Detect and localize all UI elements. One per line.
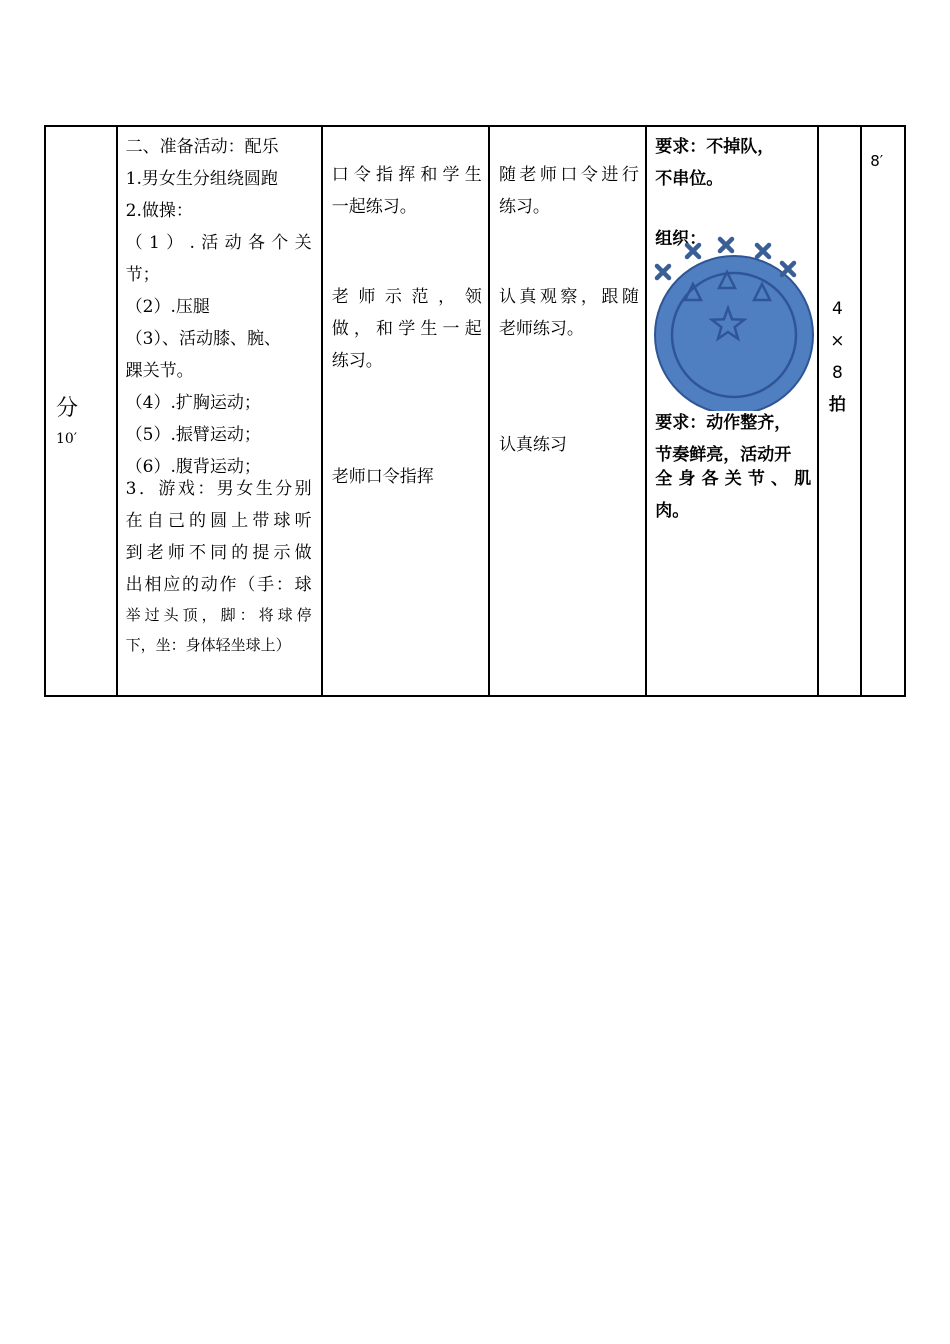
requirement-line: 要求：不掉队， [655,137,775,157]
boy-marker-icon [782,263,794,275]
lesson-plan-table [44,125,906,697]
boy-marker-icon [657,266,669,278]
teacher-line: 做，和学生一起 [331,319,482,339]
requirement-line: 全身各关节、肌 [655,469,812,489]
teacher-line: 练习。 [331,351,383,371]
col-phase [46,127,118,695]
content-line: 出相应的动作（手：球 [125,575,312,595]
student-line: 练习。 [498,197,550,217]
student-line: 认真练习 [498,435,567,455]
repetition-char: 8 [831,363,843,383]
content-line: 下，坐：身体轻坐球上） [125,636,291,654]
duration-time: 8′ [870,152,884,170]
content-line: （2）.压腿 [125,297,210,317]
content-line: 1.男女生分组绕圆跑 [125,169,278,189]
student-line: 随老师口令进行 [498,165,639,185]
phase-unit: 分 [56,396,79,421]
col-teacher [323,127,490,695]
formation-outer-circle [655,256,813,411]
content-line: （6）.腹背运动； [125,457,261,477]
formation-diagram [647,231,818,411]
content-line: 举过头顶，脚：将球停 [125,606,312,624]
content-line: 节； [125,265,160,285]
teacher-line: 老师示范，领 [331,287,482,307]
col-content [118,127,323,695]
content-line: 踝关节。 [125,361,194,381]
requirement-line: 肉。 [655,501,690,521]
col-repetitions [819,127,862,695]
content-line: 到老师不同的提示做 [125,543,312,563]
student-line: 老师练习。 [498,319,584,339]
phase-time: 10′ [56,431,77,447]
content-line: （4）.扩胸运动； [125,393,261,413]
repetition-char: 拍 [828,395,846,415]
col-student [490,127,647,695]
boy-marker-icon [757,245,769,257]
requirement-line: 不串位。 [655,169,724,189]
repetition-char: × [830,331,845,351]
col-organization [647,127,819,695]
boy-marker-icon [720,239,732,251]
boy-marker-icon [687,245,699,257]
col-duration [862,127,904,695]
requirement-line: 节奏鲜亮，活动开 [655,445,792,465]
teacher-line: 口令指挥和学生 [331,165,482,185]
repetition-char: 4 [831,299,843,319]
student-line: 认真观察，跟随 [498,287,639,307]
teacher-line: 一起练习。 [331,197,417,217]
teacher-line: 老师口令指挥 [331,467,434,487]
organization-label: 组织： [655,229,707,249]
content-line: （1）.活动各个关 [125,233,312,253]
content-line: （5）.振臂运动； [125,425,261,445]
content-line: 在自己的圆上带球听 [125,511,312,531]
content-line: 3．游戏：男女生分别 [125,479,312,499]
requirement-line: 要求：动作整齐， [655,413,792,433]
content-line: 二、准备活动：配乐 [125,137,279,157]
content-line: 2.做操： [125,201,193,221]
content-line: （3）、活动膝、腕、 [125,329,281,349]
